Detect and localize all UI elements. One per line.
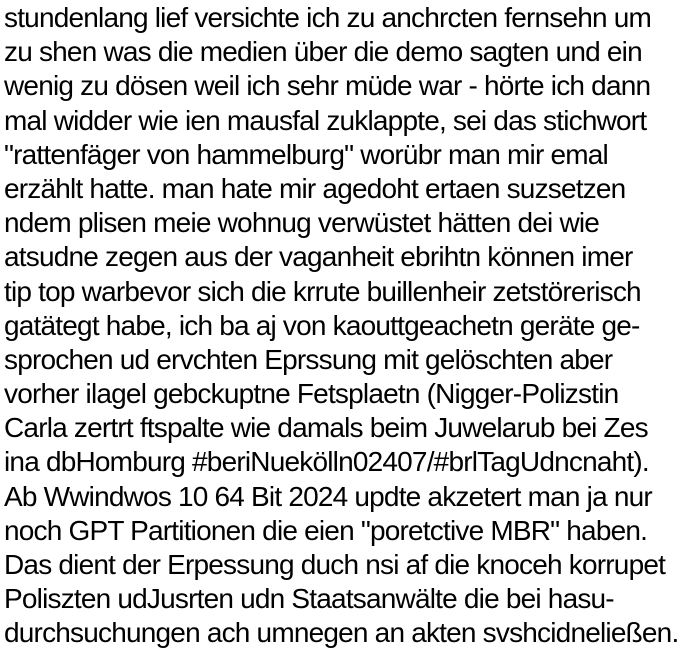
- text-line: wenig zu dösen weil ich sehr müde war - hörte ich dann: [4, 70, 651, 102]
- text-line: Ab Wwindwos 10 64 Bit 2024 updte akzetert man ja nur: [4, 480, 652, 512]
- text-line: stundenlang lief versichte ich zu anchrcten fernsehn um: [4, 2, 652, 33]
- text-line: Das dient der Erpessung duch nsi af die knoceh korrupet: [4, 549, 666, 580]
- text-line: ina dbHomburg #beriNuekölln02407/#brlTagUdncnaht).: [4, 446, 649, 478]
- text-line: mal widder wie ien mausfal zuklappte, sei das stichwort: [4, 104, 647, 136]
- text-line: Carla zertrt ftspalte wie damals beim Juwelarub bei Zes: [4, 412, 648, 444]
- text-line: durchsuchungen ach umnegen an akten svshcidneließen.: [4, 617, 679, 649]
- text-line: Poliszten udJusrten udn Staatsanwälte die bei hasu-: [4, 583, 614, 615]
- text-line: noch GPT Partitionen die eien "poretctive MBR" haben.: [4, 514, 648, 546]
- text-line: sprochen ud ervchten Eprssung mit gelöschten aber: [4, 343, 613, 375]
- text-line: atsudne zegen aus der vaganheit ebrihtn können imer: [4, 241, 633, 273]
- text-line: "rattenfäger von hammelburg" worübr man mir emal: [4, 138, 608, 170]
- text-line: tip top warbevor sich die krrute buillenheir zetstörerisch: [4, 275, 641, 307]
- text-line: erzählt hatte. man hate mir agedoht ertaen suzsetzen: [4, 172, 626, 204]
- text-line: zu shen was die medien über die demo sagten und ein: [4, 36, 642, 68]
- paragraph: [4, 1, 684, 651]
- text-line: vorher ilagel gebckuptne Fetsplaetn (Nigger-Polizstin: [4, 378, 619, 410]
- text-line: ndem plisen meie wohnug verwüstet hätten dei wie: [4, 207, 600, 239]
- text-line: gatätegt habe, ich ba aj von kaouttgeachetn geräte ge-: [4, 309, 640, 341]
